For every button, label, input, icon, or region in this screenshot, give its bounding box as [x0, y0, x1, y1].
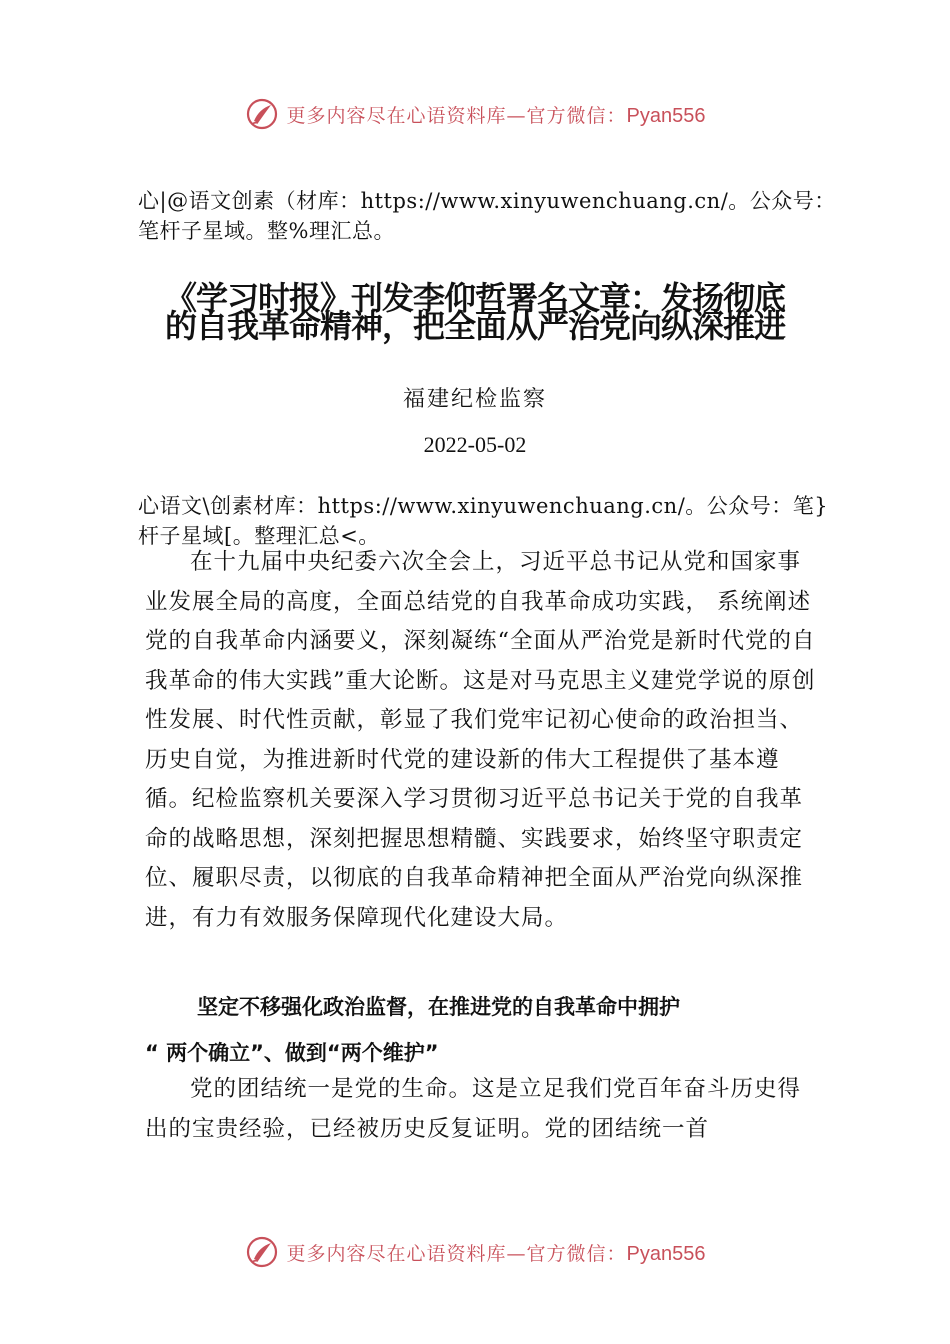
banner-wechat-id: Pyan556 — [626, 104, 706, 127]
article-author: 福建纪检监察 — [402, 387, 547, 412]
banner-wechat-id: Pyan556 — [626, 1242, 706, 1265]
brush-logo-icon — [245, 1235, 279, 1269]
article-title: 《学习时报》刊发李仰哲署名文章：发扬彻底的自我革命精神，把全面从严治党向纵深推进 — [164, 279, 785, 345]
banner-text: 更多内容尽在心语资料库—官方微信：Pyan556 — [286, 1242, 706, 1265]
body-paragraph-2: 党的团结统一是党的生命。这是立足我们党百年奋斗历史得出的宝贵经验，已经被历史反复证明。党的团结统一首 — [145, 1076, 802, 1142]
header-banner — [0, 94, 950, 134]
brush-logo-icon — [245, 97, 279, 131]
section-heading-line-2: “ 两个确立”、做到“两个维护” — [145, 1041, 439, 1065]
section-heading-line-1: 坚定不移强化政治监督，在推进党的自我革命中拥护 — [197, 995, 680, 1019]
source-watermark-line-2: 心语文\创素材库：https://www.xinyuwenchuang.cn/。公众号：笔}杆子星域[。整理汇总<。 — [138, 494, 829, 548]
footer-banner — [0, 1232, 950, 1272]
body-paragraph: 在十九届中央纪委六次全会上，习近平总书记从党和国家事业发展全局的高度，全面总结党的自我革命成功实践， 系统阐述党的自我革命内涵要义，深刻凝练“全面从严治党是新时代党的自我革命的伟大实践”重大论断。这是对马克思主义建党学说的原创性发展、时代性贡献，彰显了我们党牢记初心使命的政治担当、历史自觉，为推进新时代党的建设新的伟大工程提供了基本遵循。纪检监察机关要深入学习贯彻习近平总书记关于党的自我革命的战略思想，深刻把握思想精髓、实践要求，始终坚守职责定位、履职尽责，以彻底的自我革命精神把全面从严治党向纵深推进，有力有效服务保障现代化建设大局。 — [145, 549, 816, 931]
banner-text: 更多内容尽在心语资料库—官方微信：Pyan556 — [286, 104, 706, 127]
section-heading — [145, 984, 825, 1076]
source-watermark-line: 心|@语文创素（材库：https://www.xinyuwenchuang.cn/。公众号：笔杆子星域。整%理汇总。 — [138, 189, 836, 243]
article-date: 2022-05-02 — [423, 432, 527, 457]
